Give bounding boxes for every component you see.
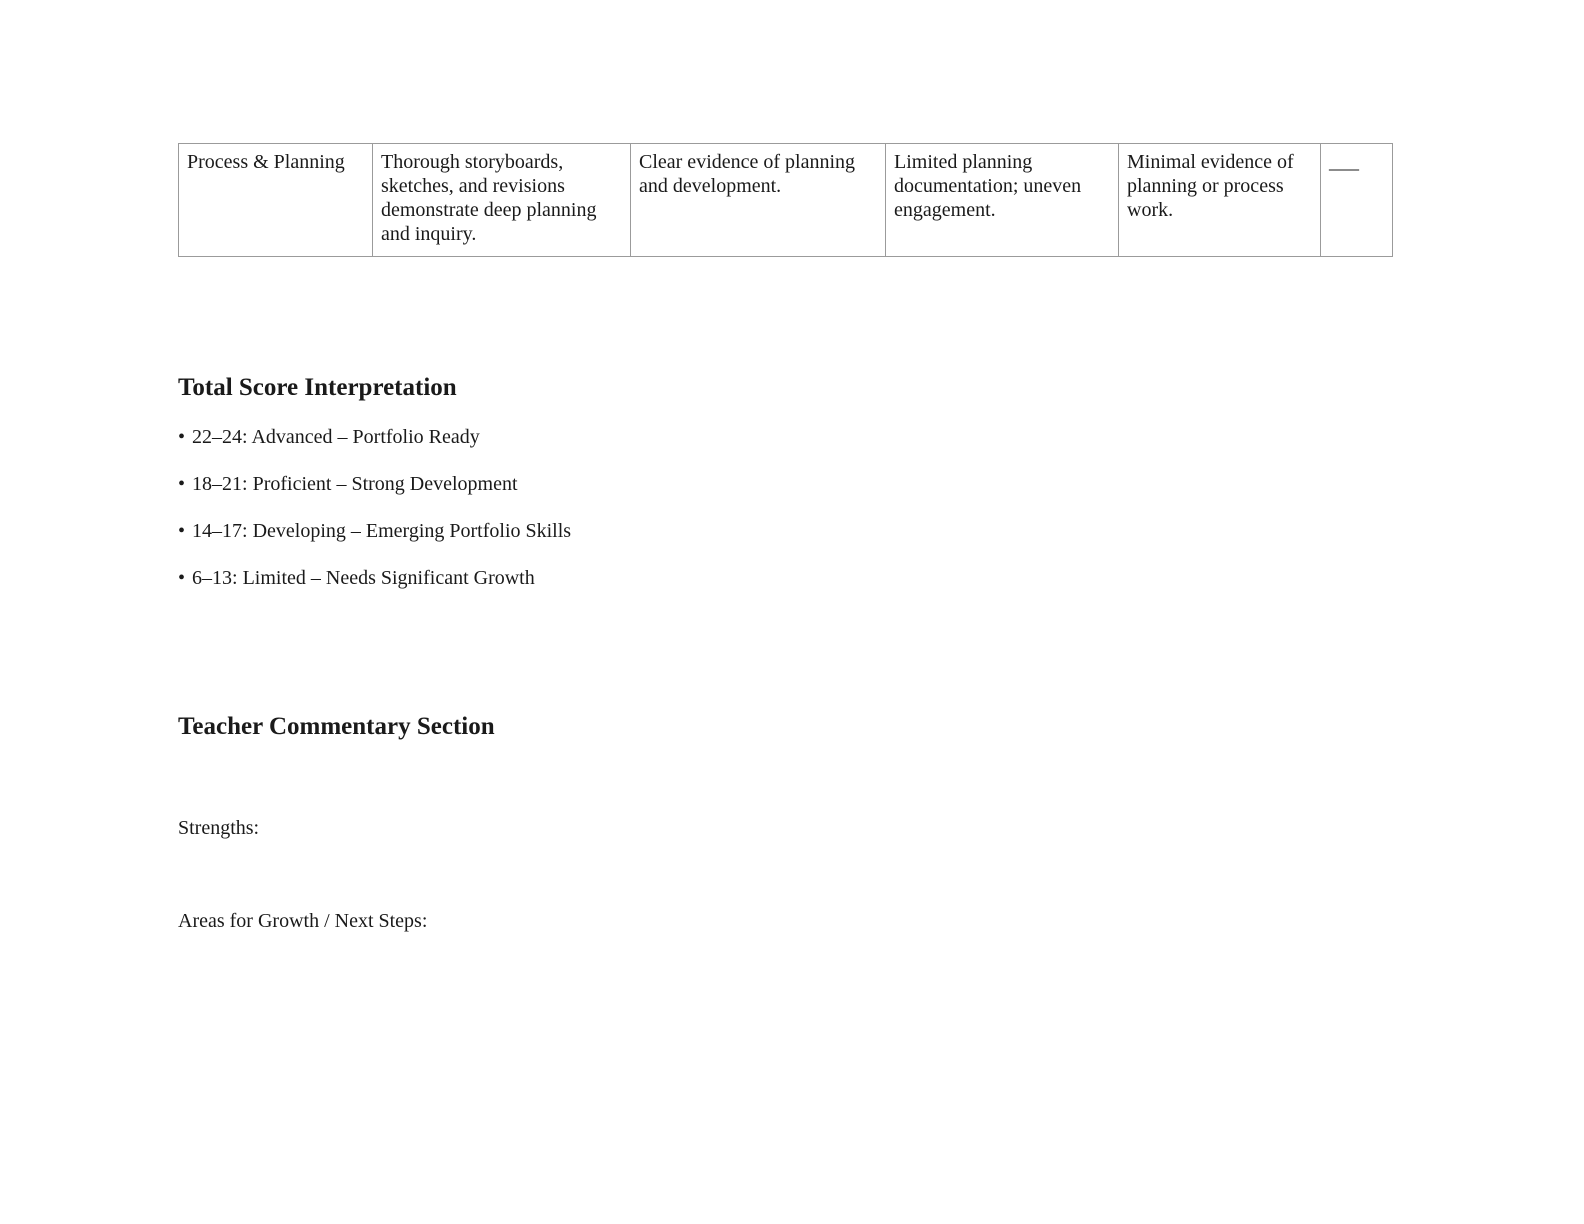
bullet-glyph: • xyxy=(178,520,186,542)
level-cell-proficient: Clear evidence of planning and development. xyxy=(631,144,886,257)
criterion-cell: Process & Planning xyxy=(179,144,373,257)
level-cell-developing: Limited planning documentation; uneven engagement. xyxy=(886,144,1119,257)
score-range-text: 22–24: Advanced – Portfolio Ready xyxy=(192,426,480,448)
score-range-item xyxy=(178,518,571,544)
score-range-text: 18–21: Proficient – Strong Development xyxy=(192,473,518,495)
score-range-list xyxy=(178,424,571,612)
score-range-text: 14–17: Developing – Emerging Portfolio Skills xyxy=(192,520,572,542)
rubric-table xyxy=(178,143,1393,257)
bullet-glyph: • xyxy=(178,567,186,589)
section-heading-total-score: Total Score Interpretation xyxy=(178,374,457,401)
score-range-text: 6–13: Limited – Needs Significant Growth xyxy=(192,567,535,589)
score-range-item xyxy=(178,424,571,450)
score-range-item xyxy=(178,565,571,591)
level-cell-advanced: Thorough storyboards, sketches, and revisions demonstrate deep planning and inquiry. xyxy=(373,144,631,257)
bullet-glyph: • xyxy=(178,426,186,448)
level-cell-limited: Minimal evidence of planning or process work. xyxy=(1119,144,1321,257)
score-cell xyxy=(1321,144,1393,257)
bullet-glyph: • xyxy=(178,473,186,495)
score-blank: ___ xyxy=(1329,151,1359,173)
rubric-row xyxy=(179,144,1393,257)
areas-for-growth-label: Areas for Growth / Next Steps: xyxy=(178,910,428,932)
section-heading-teacher-commentary: Teacher Commentary Section xyxy=(178,713,495,740)
score-range-item xyxy=(178,471,571,497)
strengths-label: Strengths: xyxy=(178,817,260,839)
